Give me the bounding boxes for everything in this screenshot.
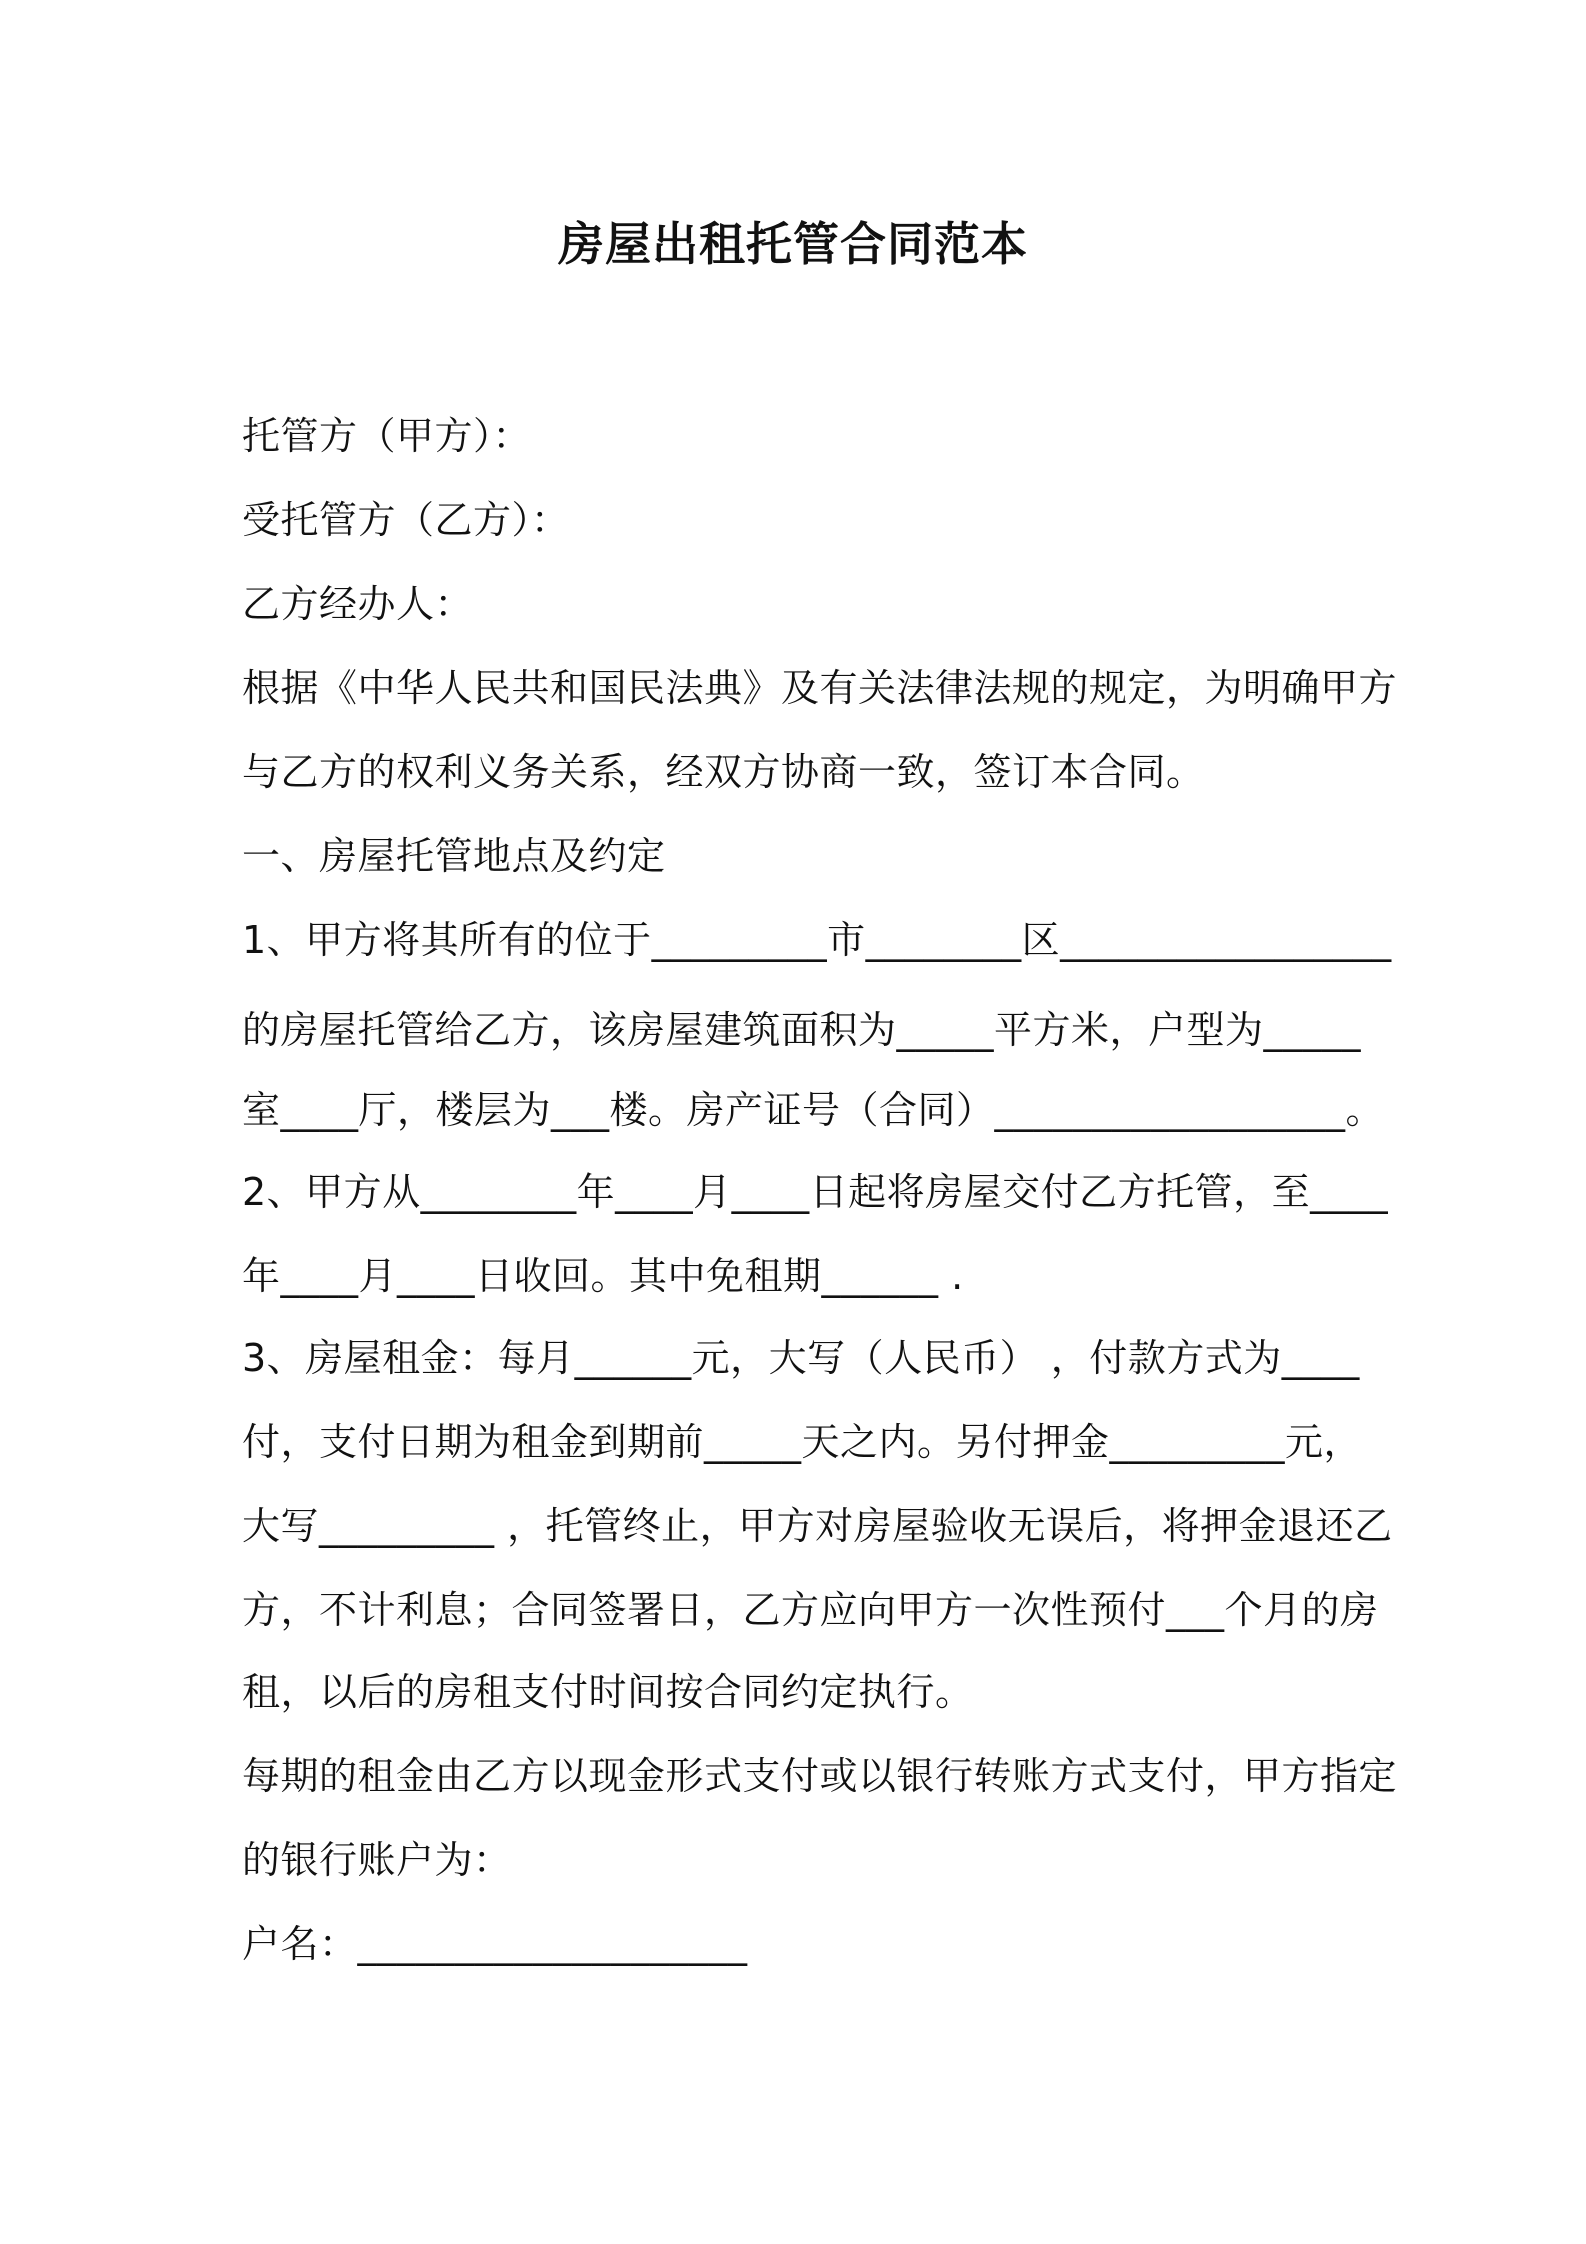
- clause-1-line-1: 1、甲方将其所有的位于_________市________区_________________: [242, 918, 1392, 962]
- payment-line-1: 每期的租金由乙方以现金形式支付或以银行转账方式支付，甲方指定: [242, 1754, 1398, 1798]
- clause-3-line-1: 3、房屋租金：每月______元，大写（人民币） ，付款方式为____: [242, 1336, 1360, 1380]
- clause-1-line-2: 的房屋托管给乙方，该房屋建筑面积为_____平方米，户型为_____: [242, 1008, 1362, 1052]
- document-title: 房屋出租托管合同范本: [558, 217, 1028, 271]
- clause-2-line-2: 年____月____日收回。其中免租期______ .: [242, 1254, 964, 1298]
- clause-3-line-3: 大写_________ ，托管终止，甲方对房屋验收无误后，将押金退还乙: [242, 1504, 1393, 1548]
- clause-2-line-1: 2、甲方从________年____月____日起将房屋交付乙方托管，至____: [242, 1170, 1389, 1214]
- party-b-line: 受托管方（乙方）：: [242, 498, 570, 542]
- clause-3-line-4: 方，不计利息；合同签署日，乙方应向甲方一次性预付___个月的房: [242, 1588, 1379, 1632]
- payment-line-2: 的银行账户为：: [242, 1838, 512, 1882]
- preamble-line-2: 与乙方的权利义务关系，经双方协商一致，签订本合同。: [242, 750, 1205, 794]
- section-heading-1: 一、房屋托管地点及约定: [242, 834, 666, 878]
- clause-1-line-3: 室____厅，楼层为___楼。房产证号（合同）__________________。: [242, 1088, 1385, 1132]
- account-name-line: 户名：____________________: [242, 1922, 748, 1966]
- clause-3-line-2: 付，支付日期为租金到期前_____天之内。另付押金_________元，: [242, 1420, 1363, 1464]
- clause-3-line-5: 租，以后的房租支付时间按合同约定执行。: [242, 1670, 974, 1714]
- party-a-line: 托管方（甲方）：: [242, 414, 532, 458]
- party-b-agent-line: 乙方经办人：: [242, 582, 474, 626]
- preamble-line-1: 根据《中华人民共和国民法典》及有关法律法规的规定，为明确甲方: [242, 666, 1398, 710]
